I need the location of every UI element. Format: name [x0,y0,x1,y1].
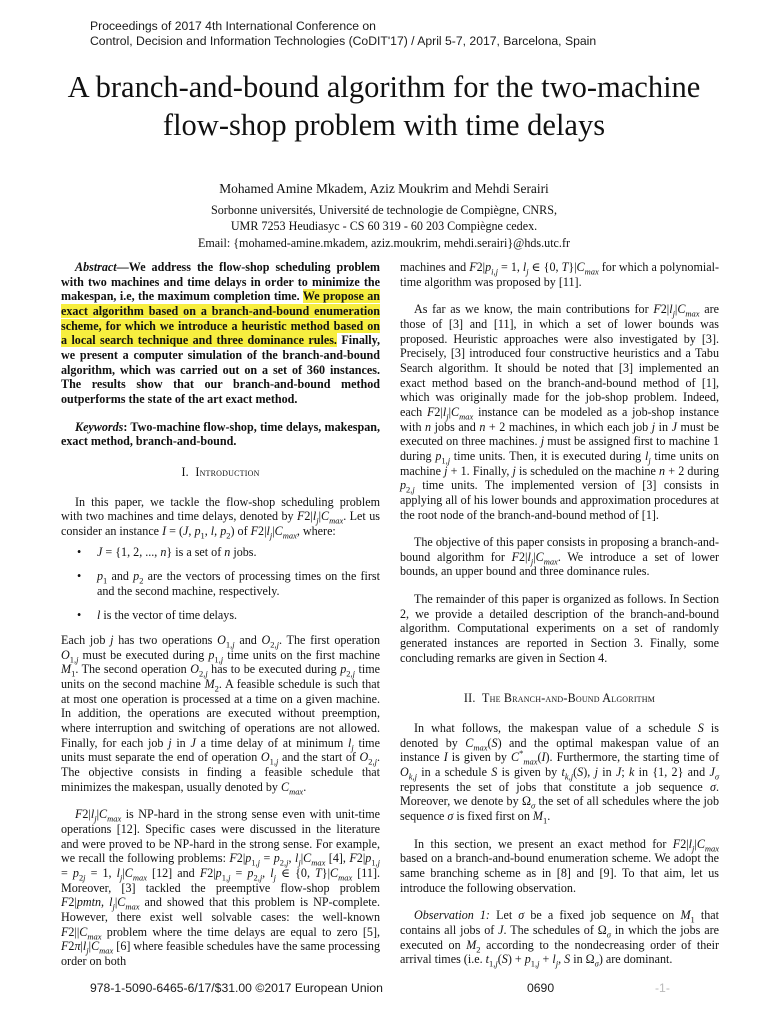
footer-isbn: 978-1-5090-6465-6/17/$31.00 ©2017 European Union [90,981,383,995]
left-column [61,260,380,969]
paragraph: As far as we know, the main contributions for $F2|l_j|C_{max}$ are those of [3] and [11], in which a set of lower bounds was proposed. Heuristic approaches were also investigated by [3]. Precisely, [3] introduced four constructive heuristics and a Tabu Search algorithm. It should be noted that [3] implemented an exact method based on the branch-and-bound method of [1], which was originally made for the job-shop problem. Indeed, each $F2|l_j|C_{max}$ instance can be modeled as a job-shop instance with n jobs and n + 2 machines, in which each job j in J must be executed on three machines. j must be assigned first to machine 1 during $p_{1,j}$ time units. Then, it is executed during $l_j$ time units on machine j + 1. Finally, j is scheduled on the machine n + 2 during $p_{2,j}$ time units. The implemented version of [3] consists in applying all of his lower bounds and approximation procedures at the root node of the branch-and-bound method of [1]. [400,302,719,522]
list-item: • J = {1, 2, ..., n} is a set of n jobs. [77,544,257,559]
paragraph: Each job j has two operations $O_{1,j}$ and $O_{2,j}$. The first operation $O_{1,j}$ must be executed during $p_{1,j}$ time units on the first machine $M_1$. The second operation $O_{2,j}$ has to be executed during $p_{2,j}$ time units on the second machine $M_2$. A feasible schedule is such that at most one operation is processed at a time on a given machine. In addition, the operations are executed without preemption, where interruption and switching of operations are not allowed. Finally, for each job j in J a time delay of at minimum $l_j$ time units must separate the end of operation $O_{1,j}$ and the start of $O_{2,j}$. The objective consists in finding a feasible schedule that minimizes the makespan, usually denoted by $C_{max}$. [61,633,380,797]
keywords-text: : Two-machine flow-shop, time delays, makespan, exact method, branch-and-bound. [61,419,380,449]
paragraph: The objective of this paper consists in proposing a branch-and-bound algorithm for $F2|l_j|C_{max}$. We introduce a set of lower bounds, an upper bound and three dominance rules. [400,535,719,579]
section-heading-introduction [61,465,380,480]
footer-page-number: -1- [655,981,670,995]
keywords [61,420,380,449]
paragraph: $F2|l_j|C_{max}$ is NP-hard in the strong sense even with unit-time operations [12]. Specific cases were discussed in the literature and were proved to be NP-hard in the strong sense. For example, we recall the following problems: $F2|p_{1,j} = p_{2,j}$, $l_j|C_{max}$ [4], $F2|p_{1,j} = p_{2j} = 1$, $l_j|C_{max}$ [12] and $F2|p_{1,j} = p_{2,j}$, $l_j$ ∈ {0, $T\}|C_{max}$ [11]. Moreover, [3] tackled the preemptive flow-shop problem F2|pmtn, $l_j|C_{max}$ and showed that this problem is NP-complete. However, there exist well solvable cases: the well-known $F2||C_{max}$ problem where the time delays are equal to zero [5], $F2\pi|l_j|C_{max}$ [6] where feasible schedules have the same processing order on both [61,807,380,968]
authors: Mohamed Amine Mkadem, Aziz Moukrim and Mehdi Serairi [219,181,549,196]
abstract-lead: Abstract [75,260,117,274]
paragraph: machines and $F2|p_{i,j} = 1$, $l_j$ ∈ {0, $T\}|C_{max}$ for which a polynomial-time algorithm was proposed by [11]. [400,260,719,289]
bullet-icon: • [77,608,82,623]
title-line-1: A branch-and-bound algorithm for the two-machine [67,70,701,104]
abstract-highlight: We propose an exact algorithm based on a branch-and-bound enumeration scheme, for which we introduce a heuristic method based on a local search technique and three dominance rules. [61,289,380,348]
section-1-title: Introduction [195,464,260,479]
footer-page-id: 0690 [527,981,555,995]
section-1-number: I. [181,464,189,479]
paragraph: Observation 1: Let σ be a fixed job sequence on $M_1$ that contains all jobs of J. The schedules of $\Omega_\sigma$ in which the jobs are executed on $M_2$ according to the nondecreasing order of their arrival times (i.e. $t_{1,j}(S) + p_{1,j} + l_j$, S in $\Omega_\sigma$) are dominant. [400,908,720,969]
section-2-number: II. [463,691,476,706]
affiliation [100,202,668,251]
paragraph: In what follows, the makespan value of a schedule S is denoted by $C_{max}(S)$ and the optimal makespan value of an instance I is given by $C^*_{max}(I)$. Furthermore, the starting time of $O_{k,j}$ in a schedule S is given by $t_{k,j}(S)$, j in J; k in {1, 2} and $J_\sigma$ represents the set of jobs that constitute a job sequence σ. Moreover, we denote by $\Omega_\sigma$ the set of all schedules where the job sequence σ is fixed first on $M_1$. [400,721,720,826]
proceedings-line-2: Control, Decision and Information Technologies (CoDIT'17) / April 5-7, 2017, Barcelona, Spain [90,34,597,48]
paragraph: In this paper, we tackle the flow-shop scheduling problem with two machines and time delays, denoted by $F2|l_j|C_{max}$. Let us consider an instance I = (J, $p_1$, l, $p_2$) of $F2|l_j|C_{max}$, where: [61,494,380,541]
keywords-lead: Keywords [75,419,124,434]
abstract-part-2: Finally, we present a computer simulation of the branch-and-bound algorithm, which was carried out on a set of 360 instances. The results show that our branch-and-bound method outperforms the state of the art exact method. [61,333,381,406]
affiliation-email: Email: {mohamed-amine.mkadem, aziz.moukrim, mehdi.serairi}@hds.utc.fr [197,235,570,250]
section-heading-branch-and-bound [400,691,719,706]
affiliation-line-2: UMR 7253 Heudiasyc - CS 60 319 - 60 203 Compiègne cedex. [230,219,538,234]
affiliation-line-1: Sorbonne universités, Université de technologie de Compiègne, CNRS, [211,203,557,217]
paragraph: In this section, we present an exact method for $F2|l_j|C_{max}$ based on a branch-and-bound enumeration scheme. We adopt the same branching scheme as in [8] and [9]. To that aim, let us introduce the following observation. [400,836,719,895]
bullet-icon: • [77,569,82,584]
paper-title [40,68,728,144]
proceedings-header [90,19,596,49]
paragraph: The remainder of this paper is organized as follows. In Section 2, we provide a detailed description of the branch-and-bound algorithm. Computational experiments on a set of randomly generated instances are reported in Section 3. Finally, some concluding remarks are given in Section 4. [400,592,719,665]
title-line-2: flow-shop problem with time delays [162,108,606,142]
list-item: • $p_1$ and $p_2$ are the vectors of processing times on the first and the second machine, respectively. [77,569,380,598]
proceedings-line-1: Proceedings of 2017 4th International Conference on [90,19,376,33]
section-2-title: The Branch-and-Bound Algorithm [482,691,656,706]
definition-list [61,545,380,624]
list-item: • l is the vector of time delays. [77,608,238,623]
right-column [400,260,719,967]
abstract-part-1: —We address the flow-shop scheduling problem with two machines and time delays in order to minimize the makespan, i.e, the maximum completion time. [61,260,380,304]
bullet-icon: • [77,544,82,559]
abstract [61,260,380,407]
